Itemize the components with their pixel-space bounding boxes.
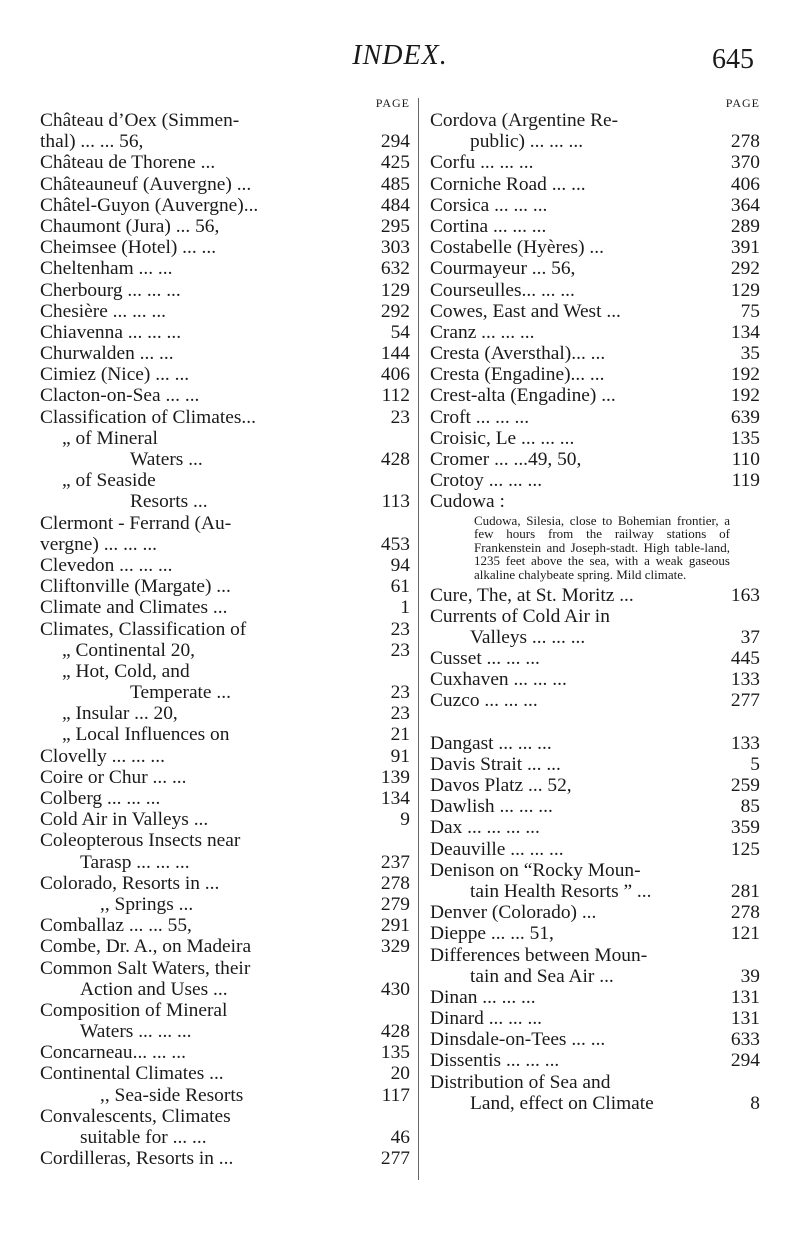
entry-text: Coire or Chur ... ...	[40, 766, 187, 788]
index-entry	[430, 428, 760, 449]
entry-text: Cusset ... ... ...	[430, 648, 540, 670]
entry-page: 639	[730, 406, 760, 428]
index-entry	[40, 809, 410, 830]
entry-text: Cowes, East and West ...	[430, 300, 621, 322]
index-entry	[430, 1093, 760, 1114]
entry-text: Temperate ...	[130, 682, 231, 704]
entry-text: „ Hot, Cold, and	[62, 660, 190, 682]
entry-text: „ Insular ... 20,	[62, 703, 178, 725]
entry-page: 23	[390, 682, 410, 704]
entry-text: Davos Platz ... 52,	[430, 775, 572, 797]
entry-text: „ Local Influences on	[62, 724, 230, 746]
entry-text: Courseulles... ... ...	[430, 279, 575, 301]
entry-page: 117	[381, 1084, 410, 1106]
entry-page: 303	[380, 237, 410, 259]
index-entry	[40, 873, 410, 894]
entry-text: Crest-alta (Engadine) ...	[430, 385, 616, 407]
entry-page: 23	[390, 618, 410, 640]
index-entry	[430, 817, 760, 838]
entry-text: Deauville ... ... ...	[430, 838, 564, 860]
entry-text: Cherbourg ... ... ...	[40, 279, 181, 301]
entry-page: 292	[730, 258, 760, 280]
entry-page: 144	[380, 343, 410, 365]
entry-text: Cordova (Argentine Re-	[430, 110, 619, 131]
entry-text: Comballaz ... ... 55,	[40, 915, 192, 937]
entry-text: Cheltenham ... ...	[40, 258, 173, 280]
entry-page: 23	[390, 703, 410, 725]
index-entry	[430, 131, 760, 152]
entry-text: Cheimsee (Hotel) ... ...	[40, 237, 217, 259]
entry-text: Climates, Classification of	[40, 618, 247, 640]
entry-text: Valleys ... ... ...	[470, 626, 586, 648]
index-entries-cor	[430, 110, 760, 513]
column-heading: PAGE	[375, 96, 410, 110]
entry-page: 259	[730, 775, 760, 797]
entry-text: Action and Uses ...	[80, 978, 228, 1000]
entry-text: Costabelle (Hyères) ...	[430, 237, 604, 259]
index-entry	[40, 131, 410, 152]
entry-text: Classification of Climates...	[40, 406, 256, 428]
entry-page: 364	[730, 194, 760, 216]
entry-text: Concarneau... ... ...	[40, 1042, 186, 1064]
index-entry	[430, 839, 760, 860]
entry-text: Differences between Moun-	[430, 944, 648, 966]
index-entry	[430, 280, 760, 301]
entry-text: Chaumont (Jura) ... 56,	[40, 215, 220, 237]
entry-text: Chesière ... ... ...	[40, 300, 167, 322]
entry-page: 21	[390, 724, 410, 746]
entry-text: Dinard ... ... ...	[430, 1008, 543, 1030]
entry-text: Dax ... ... ... ...	[430, 817, 540, 839]
entry-page: 8	[750, 1092, 760, 1114]
entry-page: 291	[380, 915, 410, 937]
index-entry	[40, 555, 410, 576]
entry-text: Denver (Colorado) ...	[430, 902, 597, 924]
index-entry	[40, 1127, 410, 1148]
entry-page: 485	[380, 173, 410, 195]
entry-text: thal) ... ... 56,	[40, 131, 144, 153]
index-entry	[430, 648, 760, 669]
entry-page: 406	[730, 173, 760, 195]
index-entries-d	[430, 733, 760, 1114]
entry-text: Cuzco ... ... ...	[430, 690, 538, 712]
entry-page: 46	[390, 1127, 410, 1148]
index-entry	[40, 958, 410, 979]
entry-page: 23	[390, 639, 410, 661]
entry-page: 133	[730, 669, 760, 691]
entry-text: Cliftonville (Margate) ...	[40, 576, 231, 598]
index-entry	[40, 724, 410, 745]
index-entry	[40, 237, 410, 258]
entry-page: 39	[740, 965, 760, 987]
entry-text: Composition of Mineral	[40, 999, 228, 1021]
entry-text: vergne) ... ... ...	[40, 533, 158, 555]
entry-page: 278	[730, 902, 760, 924]
index-entry	[40, 1085, 410, 1106]
entry-page: 35	[740, 343, 760, 365]
entry-page: 135	[380, 1042, 410, 1064]
entry-text: Climate and Climates ...	[40, 597, 228, 619]
entry-text: Chiavenna ... ... ...	[40, 321, 182, 343]
entry-page: 75	[740, 300, 760, 322]
entry-page: 113	[381, 491, 410, 513]
index-entry	[40, 1000, 410, 1021]
entry-text: Châteauneuf (Auvergne) ...	[40, 173, 252, 195]
index-entry	[40, 619, 410, 640]
index-entry	[40, 597, 410, 618]
entry-page: 428	[380, 449, 410, 470]
entry-page: 295	[380, 215, 410, 237]
index-entry	[430, 1029, 760, 1050]
entry-text: tain Health Resorts ” ...	[470, 880, 652, 902]
entry-text: Corsica ... ... ...	[430, 194, 548, 216]
index-entry	[40, 788, 410, 809]
index-entry	[430, 902, 760, 923]
entry-page: 110	[731, 449, 760, 470]
index-entry	[40, 322, 410, 343]
index-entry	[430, 860, 760, 881]
page-header	[0, 40, 800, 80]
index-entry	[430, 690, 760, 711]
entry-text: „ of Mineral	[62, 427, 158, 449]
entry-text: „ Continental 20,	[62, 639, 196, 661]
index-entry	[430, 152, 760, 173]
entry-text: Dissentis ... ... ...	[430, 1050, 560, 1072]
entry-page: 125	[730, 838, 760, 860]
index-entry	[430, 881, 760, 902]
entry-text: Common Salt Waters, their	[40, 957, 251, 979]
entry-text: Château d’Oex (Simmen-	[40, 110, 240, 131]
entry-page: 20	[390, 1063, 410, 1085]
index-entry	[40, 216, 410, 237]
entry-text: Tarasp ... ... ...	[80, 851, 190, 873]
entry-page: 294	[380, 131, 410, 153]
entry-page: 85	[740, 796, 760, 818]
index-entry	[40, 491, 410, 512]
index-entry	[430, 945, 760, 966]
entry-text: Clacton-on-Sea ... ...	[40, 385, 200, 407]
index-entry	[40, 830, 410, 851]
entry-text: Cresta (Aversthal)... ...	[430, 343, 606, 365]
entry-text: Clermont - Ferrand (Au-	[40, 512, 232, 534]
entry-text: Cresta (Engadine)... ...	[430, 364, 605, 386]
entry-page: 54	[390, 321, 410, 343]
index-entry	[430, 733, 760, 754]
index-entry	[40, 1148, 410, 1169]
entry-page: 119	[731, 470, 760, 492]
entry-page: 23	[390, 406, 410, 428]
entry-text: Colberg ... ... ...	[40, 788, 161, 809]
index-entry	[430, 385, 760, 406]
entry-page: 428	[380, 1021, 410, 1043]
entry-page: 129	[730, 279, 760, 301]
index-entry	[40, 534, 410, 555]
entry-text: Château de Thorene ...	[40, 152, 216, 174]
entry-text: Châtel-Guyon (Auvergne)...	[40, 194, 259, 216]
index-entry	[40, 852, 410, 873]
entry-page: 5	[750, 753, 760, 775]
entry-text: Cordilleras, Resorts in ...	[40, 1148, 234, 1170]
entry-page: 94	[390, 554, 410, 576]
index-entry	[40, 364, 410, 385]
entry-text: Clovelly ... ... ...	[40, 745, 165, 767]
entry-page: 112	[381, 385, 410, 407]
entry-text: Cranz ... ... ...	[430, 321, 535, 343]
index-entry	[430, 669, 760, 690]
index-entry	[40, 703, 410, 724]
index-entry	[430, 301, 760, 322]
entry-text: Cortina ... ... ...	[430, 215, 547, 237]
entry-text: Cure, The, at St. Moritz ...	[430, 584, 634, 606]
index-entry	[40, 915, 410, 936]
index-entry	[40, 1042, 410, 1063]
entry-page: 91	[390, 745, 410, 767]
entry-text: Cimiez (Nice) ... ...	[40, 364, 190, 386]
index-entry	[40, 301, 410, 322]
entry-text: public) ... ... ...	[470, 131, 584, 153]
entry-page: 1	[400, 597, 410, 619]
entry-page: 406	[380, 364, 410, 386]
entry-text: Dinsdale-on-Tees ... ...	[430, 1029, 606, 1051]
index-entry	[40, 343, 410, 364]
entry-page: 129	[380, 279, 410, 301]
entry-page: 192	[730, 385, 760, 407]
index-entry	[430, 754, 760, 775]
entry-text: Land, effect on Climate	[470, 1092, 654, 1114]
index-entry	[430, 796, 760, 817]
index-entry	[40, 936, 410, 957]
entry-page: 133	[730, 732, 760, 754]
index-entry	[40, 152, 410, 173]
entry-page: 121	[730, 923, 760, 945]
index-entry	[40, 640, 410, 661]
entry-page: 370	[730, 152, 760, 174]
entry-text: Dangast ... ... ...	[430, 732, 552, 754]
index-entry	[430, 1008, 760, 1029]
index-entry	[430, 174, 760, 195]
column-divider	[418, 98, 419, 1180]
index-entry	[430, 606, 760, 627]
entry-text: „ of Seaside	[62, 470, 156, 492]
entry-text: Cromer ... ...49, 50,	[430, 449, 582, 470]
index-entry	[430, 627, 760, 648]
entry-page: 277	[730, 690, 760, 712]
index-entry	[40, 174, 410, 195]
index-entry	[430, 343, 760, 364]
entry-text: Croisic, Le ... ... ...	[430, 427, 575, 449]
index-entry	[40, 767, 410, 788]
entry-text: suitable for ... ...	[80, 1127, 207, 1148]
entry-page: 279	[380, 893, 410, 915]
entry-text: tain and Sea Air ...	[470, 965, 614, 987]
entry-page: 281	[730, 880, 760, 902]
index-entry	[430, 322, 760, 343]
entry-text: Dinan ... ... ...	[430, 986, 536, 1008]
index-entry	[430, 923, 760, 944]
entry-page: 391	[730, 237, 760, 259]
index-entry	[40, 385, 410, 406]
entry-page: 135	[730, 427, 760, 449]
entry-text: Waters ...	[130, 449, 203, 470]
index-entry	[430, 407, 760, 428]
entry-text: Colorado, Resorts in ...	[40, 872, 220, 894]
entry-page: 359	[730, 817, 760, 839]
entry-page: 445	[730, 648, 760, 670]
entry-text: Corfu ... ... ...	[430, 152, 534, 174]
entry-text: Coleopterous Insects near	[40, 830, 241, 852]
entry-page: 329	[380, 936, 410, 958]
entry-page: 289	[730, 215, 760, 237]
entry-text: ,, Sea-side Resorts	[100, 1084, 244, 1106]
index-entry	[40, 979, 410, 1000]
entry-page: 163	[730, 584, 760, 606]
column-heading: PAGE	[725, 96, 760, 110]
entry-text: Continental Climates ...	[40, 1063, 224, 1085]
entry-page: 37	[740, 626, 760, 648]
index-entry	[430, 449, 760, 470]
cudowa-note: Cudowa, Silesia, close to Bohemian frontier, a few hours from the railway stations of Frankenstein and Joseph-stadt. High table-land, 1235 feet above the sea, with a weak gaseous alkaline chalybeate spring. Mild climate.	[474, 512, 730, 582]
entry-text: Waters ... ... ...	[80, 1021, 192, 1043]
index-entry	[430, 470, 760, 491]
entry-page: 292	[380, 300, 410, 322]
entry-text: Dawlish ... ... ...	[430, 796, 553, 818]
running-title: INDEX.	[352, 40, 448, 71]
entry-text: Dieppe ... ... 51,	[430, 923, 554, 945]
entry-page: 278	[730, 131, 760, 153]
entry-text: Davis Strait ... ...	[430, 753, 561, 775]
index-entry	[40, 1106, 410, 1127]
index-entry	[430, 258, 760, 279]
index-entry	[40, 1063, 410, 1084]
index-entry	[40, 682, 410, 703]
index-entry	[430, 775, 760, 796]
entry-page: 425	[380, 152, 410, 174]
entry-text: Combe, Dr. A., on Madeira	[40, 936, 252, 958]
index-entry	[430, 1072, 760, 1093]
index-entry	[40, 1021, 410, 1042]
entry-text: Resorts ...	[130, 491, 208, 513]
entry-text: Churwalden ... ...	[40, 343, 174, 365]
index-entry	[40, 513, 410, 534]
page-number: 645	[712, 44, 754, 75]
entry-text: Distribution of Sea and	[430, 1071, 611, 1093]
index-entry	[430, 1050, 760, 1071]
index-entry	[40, 661, 410, 682]
entry-page: 131	[730, 1008, 760, 1030]
index-entry	[430, 216, 760, 237]
entry-page: 9	[400, 809, 410, 831]
entry-page: 134	[380, 788, 410, 809]
index-entry	[430, 987, 760, 1008]
entry-page: 134	[730, 321, 760, 343]
index-entry	[40, 280, 410, 301]
entry-text: Cuxhaven ... ... ...	[430, 669, 567, 691]
entry-text: Currents of Cold Air in	[430, 605, 610, 627]
entry-page: 131	[730, 986, 760, 1008]
entry-page: 484	[380, 194, 410, 216]
entry-page: 294	[730, 1050, 760, 1072]
entry-page: 430	[380, 978, 410, 1000]
index-entry	[430, 364, 760, 385]
entry-text: Corniche Road ... ...	[430, 173, 586, 195]
index-entry	[40, 746, 410, 767]
index-entry	[40, 258, 410, 279]
index-entry	[430, 491, 760, 512]
index-entry	[40, 470, 410, 491]
index-entry	[40, 407, 410, 428]
section-gap	[430, 712, 760, 733]
index-entry	[430, 195, 760, 216]
index-entry	[40, 110, 410, 131]
entry-text: Cold Air in Valleys ...	[40, 809, 209, 831]
left-column	[40, 96, 410, 1169]
entry-text: Cudowa :	[430, 491, 505, 513]
entry-page: 453	[380, 533, 410, 555]
entry-text: Courmayeur ... 56,	[430, 258, 576, 280]
entry-text: ,, Springs ...	[100, 893, 194, 915]
entry-text: Convalescents, Climates	[40, 1105, 231, 1127]
entry-page: 277	[380, 1148, 410, 1170]
entry-page: 633	[730, 1029, 760, 1051]
index-entry	[40, 428, 410, 449]
right-column	[430, 96, 760, 1114]
index-entries-cure	[430, 585, 760, 712]
entry-page: 632	[380, 258, 410, 280]
index-entry	[40, 576, 410, 597]
index-entry	[430, 237, 760, 258]
entry-text: Crotoy ... ... ...	[430, 470, 543, 492]
entry-page: 278	[380, 872, 410, 894]
index-entry	[40, 894, 410, 915]
index-entry	[430, 966, 760, 987]
index-entry	[40, 449, 410, 470]
entry-page: 139	[380, 766, 410, 788]
entry-page: 61	[390, 576, 410, 598]
entry-page: 237	[380, 851, 410, 873]
entry-text: Denison on “Rocky Moun-	[430, 859, 641, 881]
index-entries-c	[40, 110, 410, 1169]
entry-page: 192	[730, 364, 760, 386]
index-entry	[40, 195, 410, 216]
index-entry	[430, 110, 760, 131]
entry-text: Clevedon ... ... ...	[40, 554, 173, 576]
index-entry	[430, 585, 760, 606]
entry-text: Croft ... ... ...	[430, 406, 530, 428]
